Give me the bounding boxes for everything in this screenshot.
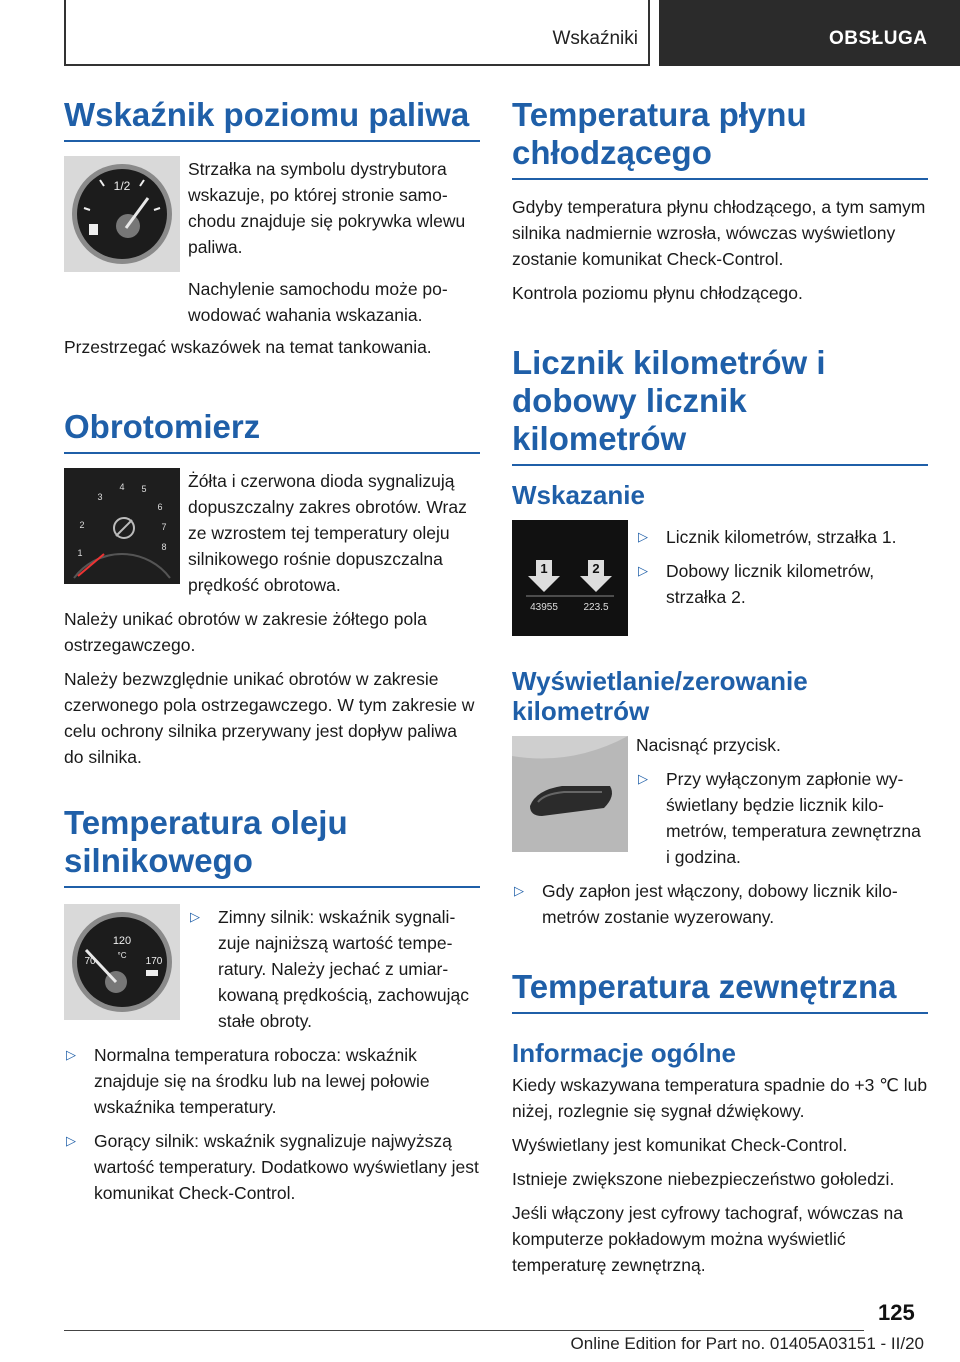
tachometer-text-1: Żółta i czerwona dioda sygnalizują dopuszczalny zakres obrotów. Wraz ze wzrostem tej temperatury oleju silnikowego rośnie dopuszczalna prędkość obrotowa. (188, 471, 467, 595)
fuel-gauge-text-2: Nachylenie samochodu może powodować wahania wskazania. (188, 279, 448, 325)
oil-temperature-heading: Temperatura oleju silnikowego (64, 804, 480, 888)
odometer-reset-block (512, 736, 928, 878)
triangle-right-icon: ▷ (514, 883, 524, 898)
odometer-display-block (512, 520, 928, 644)
fuel-gauge-heading: Wskaźnik poziomu paliwa (64, 96, 480, 142)
header-section-title: Wskaźniki (552, 28, 638, 49)
list-item: ▷ Licznik kilometrów, strzałka 1. (636, 524, 928, 550)
oil-gauge-high-label: 170 (145, 956, 163, 967)
list-item: ▷ Normalna temperatura robocza: wskaźnik znajduje się na środku lub na lewej połowie wskaźnika temperatury. (64, 1042, 480, 1120)
svg-text:223.5: 223.5 (583, 602, 609, 613)
oil-gauge-unit-label: °C (117, 951, 127, 960)
odometer-display-image (512, 520, 628, 636)
svg-text:6: 6 (157, 502, 163, 512)
outside-temperature-text-3: Istnieje zwiększone niebezpieczeństwo gołoledzi. (512, 1169, 895, 1189)
svg-text:7: 7 (161, 522, 167, 532)
svg-text:43955: 43955 (530, 602, 558, 613)
fuel-gauge-half-label: 1/2 (113, 179, 131, 193)
fuel-gauge-text-1: Strzałka na symbolu dystrybutora wskazuje, po której stronie samochodu znajduje się pokrywka wlewu paliwa. (188, 159, 466, 257)
footer-edition: Online Edition for Part no. 01405A03151 - II/20 (570, 1334, 924, 1353)
svg-text:3: 3 (97, 492, 103, 502)
footer-divider (64, 1330, 864, 1331)
oil-temperature-gauge-image (64, 904, 180, 1020)
svg-text:1: 1 (540, 561, 548, 576)
triangle-right-icon: ▷ (638, 529, 648, 544)
triangle-right-icon: ▷ (66, 1047, 76, 1062)
outside-temperature-text-4: Jeśli włączony jest cyfrowy tachograf, wówczas na komputerze pokładowym można wyświetlić temperaturę zewnętrzną. (512, 1203, 903, 1275)
right-column (512, 96, 928, 1286)
triangle-right-icon: ▷ (66, 1133, 76, 1148)
coolant-text-1: Gdyby temperatura płynu chłodzącego, a tym samym silnika nadmiernie wzrosła, wówczas wyświetlony zostanie komunikat Check-Control. (512, 197, 926, 269)
coolant-temperature-heading: Temperatura płynu chłodzącego (512, 96, 928, 180)
header-chapter-tab: OBSŁUGA (659, 0, 960, 66)
list-item: ▷ Gorący silnik: wskaźnik sygnalizuje najwyższą wartość temperatury. Dodatkowo wyświetlany jest komunikat Check-Control. (64, 1128, 480, 1206)
svg-text:5: 5 (141, 484, 147, 494)
tachometer-text-2: Należy unikać obrotów w zakresie żółtego pola ostrzegawczego. (64, 609, 427, 655)
fuel-gauge-text-3: Przestrzegać wskazówek na temat tankowania. (64, 337, 432, 357)
triangle-right-icon: ▷ (190, 909, 200, 924)
outside-temperature-heading: Temperatura zewnętrzna (512, 968, 928, 1014)
tachometer-image (64, 468, 180, 584)
outside-temperature-subheading: Informacje ogólne (512, 1038, 736, 1068)
left-column (64, 96, 480, 1214)
triangle-right-icon: ▷ (638, 563, 648, 578)
page-number: 125 (878, 1300, 915, 1325)
odometer-reset-button-image (512, 736, 628, 852)
odometer-reset-text: Nacisnąć przycisk. (636, 735, 781, 755)
list-item: ▷ Zimny silnik: wskaźnik sygnalizuje najniższą wartość temperatury. Należy jechać z umiarkowaną prędkością, zachowując stałe obroty. (188, 904, 480, 1034)
list-item: ▷ Dobowy licznik kilometrów, strzałka 2. (636, 558, 928, 610)
oil-gauge-mid-label: 120 (112, 935, 132, 947)
list-item: ▷ Przy wyłączonym zapłonie wyświetlany będzie licznik kilometrów, temperatura zewnętrzna i godzina. (636, 766, 928, 870)
fuel-gauge-image (64, 156, 180, 272)
tachometer-heading: Obrotomierz (64, 408, 480, 454)
odometer-heading: Licznik kilometrów i dobowy licznik kilometrów (512, 344, 928, 466)
svg-text:8: 8 (161, 542, 167, 552)
fuel-gauge-block (64, 156, 480, 280)
tachometer-text-3: Należy bezwzględnie unikać obrotów w zakresie czerwonego pola ostrzegawczego. W tym zakresie w celu ochrony silnika przerywany jest dopływ paliwa do silnika. (64, 669, 475, 767)
triangle-right-icon: ▷ (638, 771, 648, 786)
oil-temperature-block (64, 904, 480, 1042)
svg-text:2: 2 (592, 561, 600, 576)
oil-gauge-low-label: 70 (84, 956, 96, 967)
outside-temperature-text-2: Wyświetlany jest komunikat Check-Control. (512, 1135, 848, 1155)
odometer-reset-subheading: Wyświetlanie/zerowanie kilometrów (512, 666, 808, 726)
coolant-text-2: Kontrola poziomu płynu chłodzącego. (512, 283, 803, 303)
odometer-display-subheading: Wskazanie (512, 480, 645, 510)
svg-text:1: 1 (77, 548, 83, 558)
outside-temperature-text-1: Kiedy wskazywana temperatura spadnie do +3 ℃ lub niżej, rozlegnie się sygnał dźwiękowy. (512, 1075, 928, 1121)
tachometer-block (64, 468, 480, 606)
svg-text:2: 2 (79, 520, 85, 530)
list-item: ▷ Gdy zapłon jest włączony, dobowy licznik kilometrów zostanie wyzerowany. (512, 878, 928, 930)
svg-text:4: 4 (119, 482, 125, 492)
